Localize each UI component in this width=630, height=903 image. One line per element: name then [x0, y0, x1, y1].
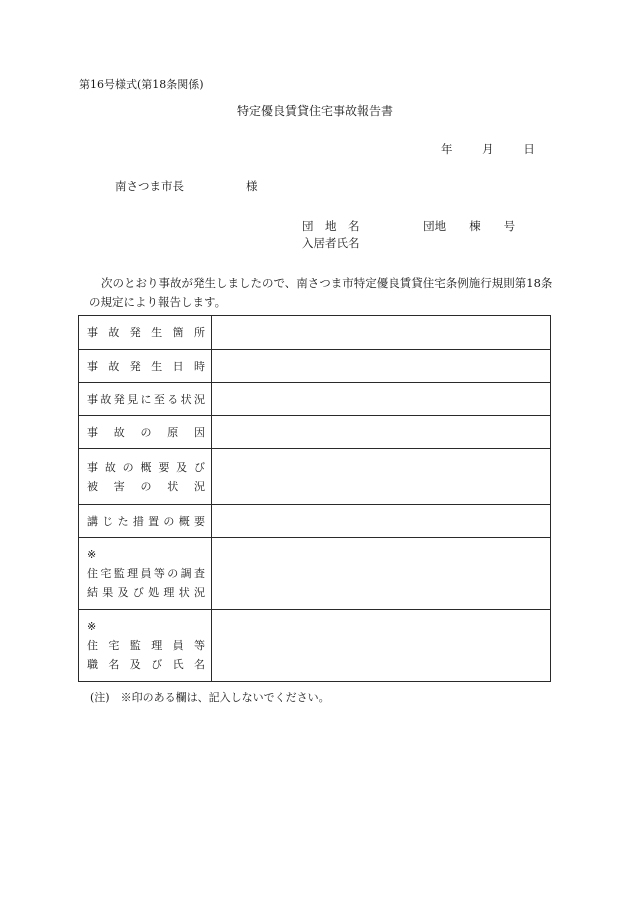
measures-taken-field[interactable] — [212, 505, 551, 538]
table-row — [79, 610, 551, 682]
row-label: 講じた措置の概要 — [79, 505, 212, 538]
building-number-label: 団地 棟 号 — [423, 219, 516, 233]
recipient-line — [115, 181, 258, 193]
date-month-label: 月 — [482, 142, 494, 156]
applicant-complex-line — [302, 221, 515, 233]
row-label: 事故の概要及び 被害の状況 — [79, 449, 212, 505]
complex-name-label: 団 地 名 — [302, 219, 360, 233]
discovery-circumstances-field[interactable] — [212, 383, 551, 416]
accident-summary-field[interactable] — [212, 449, 551, 505]
table-row — [79, 538, 551, 610]
report-statement: 次のとおり事故が発生しましたので、南さつま市特定優良賃貸住宅条例施行規則第18条の規定により報告します。 — [89, 276, 553, 309]
table-row — [79, 383, 551, 416]
form-number: 第16号様式(第18条関係) — [79, 78, 204, 91]
row-label: 事故発生箇所 — [79, 316, 212, 350]
row-label: 事故発見に至る状況 — [79, 383, 212, 416]
date-year-label: 年 — [441, 142, 453, 156]
date-line — [441, 144, 535, 156]
table-row — [79, 416, 551, 449]
table-row — [79, 449, 551, 505]
investigation-results-field[interactable] — [212, 538, 551, 610]
recipient-honorific: 様 — [246, 179, 258, 193]
accident-cause-field[interactable] — [212, 416, 551, 449]
accident-datetime-field[interactable] — [212, 350, 551, 383]
table-row — [79, 316, 551, 350]
document-title: 特定優良賃貸住宅事故報告書 — [236, 104, 393, 118]
row-label: 事故発生日時 — [79, 350, 212, 383]
row-label: ※ 住宅監理員等の調査 結果及び処理状況 — [79, 538, 212, 610]
date-day-label: 日 — [523, 142, 535, 156]
footnote: (注) ※印のある欄は、記入しないでください。 — [90, 691, 330, 704]
accident-location-field[interactable] — [212, 316, 551, 350]
row-label: 事故の原因 — [79, 416, 212, 449]
table-row — [79, 505, 551, 538]
resident-name-label: 入居者氏名 — [302, 236, 360, 250]
table-row — [79, 350, 551, 383]
supervisor-name-field[interactable] — [212, 610, 551, 682]
row-label: ※ 住宅監理員等 職名及び氏名 — [79, 610, 212, 682]
recipient-name: 南さつま市長 — [115, 179, 184, 193]
report-table — [78, 315, 551, 682]
